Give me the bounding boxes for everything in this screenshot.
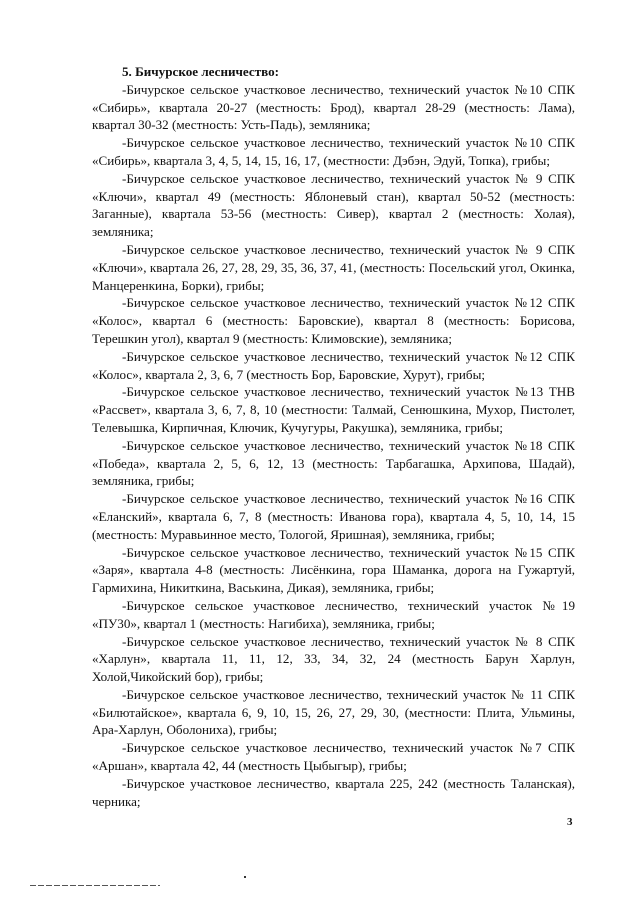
entry-7: -Бичурское сельское участковое лесничество, технический участок №13 ТНВ «Рассвет», квартала 3, 6, 7, 8, 10 (местности: Талмай, Сенюшкина, Мухор, Пистолет, Телевышка, Кирпичная, Ключик, Кучугуры, Ракушка), земляника, грибы;: [92, 384, 575, 435]
page-number: 3: [567, 816, 573, 828]
entry-15: -Бичурское участковое лесничество, квартала 225, 242 (местность Таланская), черника;: [92, 775, 575, 809]
entry-13: -Бичурское сельское участковое лесничество, технический участок № 11 СПК «Билютайское», квартала 6, 9, 10, 15, 26, 27, 29, 30, (местности: Плита, Ульмины, Ара-Харлун, Оболониха), грибы;: [92, 686, 575, 738]
scan-artifact-line: [30, 885, 160, 886]
entry-12: -Бичурское сельское участковое лесничество, технический участок № 8 СПК «Харлун», квартала 11, 11, 12, 33, 34, 32, 24 (местность Барун Харлун, Холой,Чикойский бор), грибы;: [92, 633, 575, 685]
entry-10: -Бичурское сельское участковое лесничество, технический участок №15 СПК «Заря», квартала 4-8 (местность: Лисёнкина, гора Шаманка, дорога на Гужартуй, Гармихина, Никиткина, Васькина, Дикая), земляника, грибы;: [92, 544, 575, 596]
section-heading: 5. Бичурское лесничество:: [122, 64, 280, 79]
entry-14: -Бичурское сельское участковое лесничество, технический участок №7 СПК «Аршан», квартала 42, 44 (местность Цыбыгыр), грибы;: [92, 740, 575, 774]
document-body: [92, 63, 575, 810]
scan-artifact-dot: [244, 876, 246, 878]
entry-3: -Бичурское сельское участковое лесничество, технический участок № 9 СПК «Ключи», квартал 49 (местность: Яблоневый стан), квартал 50-52 (местность: Заганные), квартала 53-56 (местность: Сивер), квартал 2 (местность: Холая), земляника;: [92, 170, 575, 240]
entry-8: -Бичурское сельское участковое лесничество, технический участок №18 СПК «Победа», квартала 2, 5, 6, 12, 13 (местность: Тарбагашка, Архипова, Шадай), земляника, грибы;: [92, 437, 575, 489]
entry-4: -Бичурское сельское участковое лесничество, технический участок № 9 СПК «Ключи», квартала 26, 27, 28, 29, 35, 36, 37, 41, (местность: Посельский угол, Окинка, Манцеренкина, Борки), грибы;: [92, 241, 575, 293]
entry-5: -Бичурское сельское участковое лесничество, технический участок №12 СПК «Колос», квартал 6 (местность: Баровские), квартал 8 (местность: Борисова, Терешкин угол), квартал 9 (местность: Климовские), земляника;: [92, 295, 575, 346]
entry-9: -Бичурское сельское участковое лесничество, технический участок №16 СПК «Еланский», квартала 6, 7, 8 (местность: Иванова гора), квартала 4, 5, 10, 14, 15 (местность: Муравьинное место, Тологой, Яришная), земляника, грибы;: [92, 491, 575, 542]
entry-11: -Бичурское сельское участковое лесничество, технический участок №19 «ПУ30», квартал 1 (местность: Нагибиха), земляника, грибы;: [92, 597, 575, 631]
entry-2: -Бичурское сельское участковое лесничество, технический участок №10 СПК «Сибирь», квартала 3, 4, 5, 14, 15, 16, 17, (местности: Дэбэн, Эдуй, Топка), грибы;: [92, 135, 575, 168]
entry-6: -Бичурское сельское участковое лесничество, технический участок №12 СПК «Колос», квартала 2, 3, 6, 7 (местность Бор, Баровские, Хурут), грибы;: [92, 348, 575, 382]
entry-1: -Бичурское сельское участковое лесничество, технический участок №10 СПК «Сибирь», квартала 20-27 (местность: Брод), квартал 28-29 (местность: Лама), квартал 30-32 (местность: Усть-Падь), земляника;: [92, 81, 575, 133]
